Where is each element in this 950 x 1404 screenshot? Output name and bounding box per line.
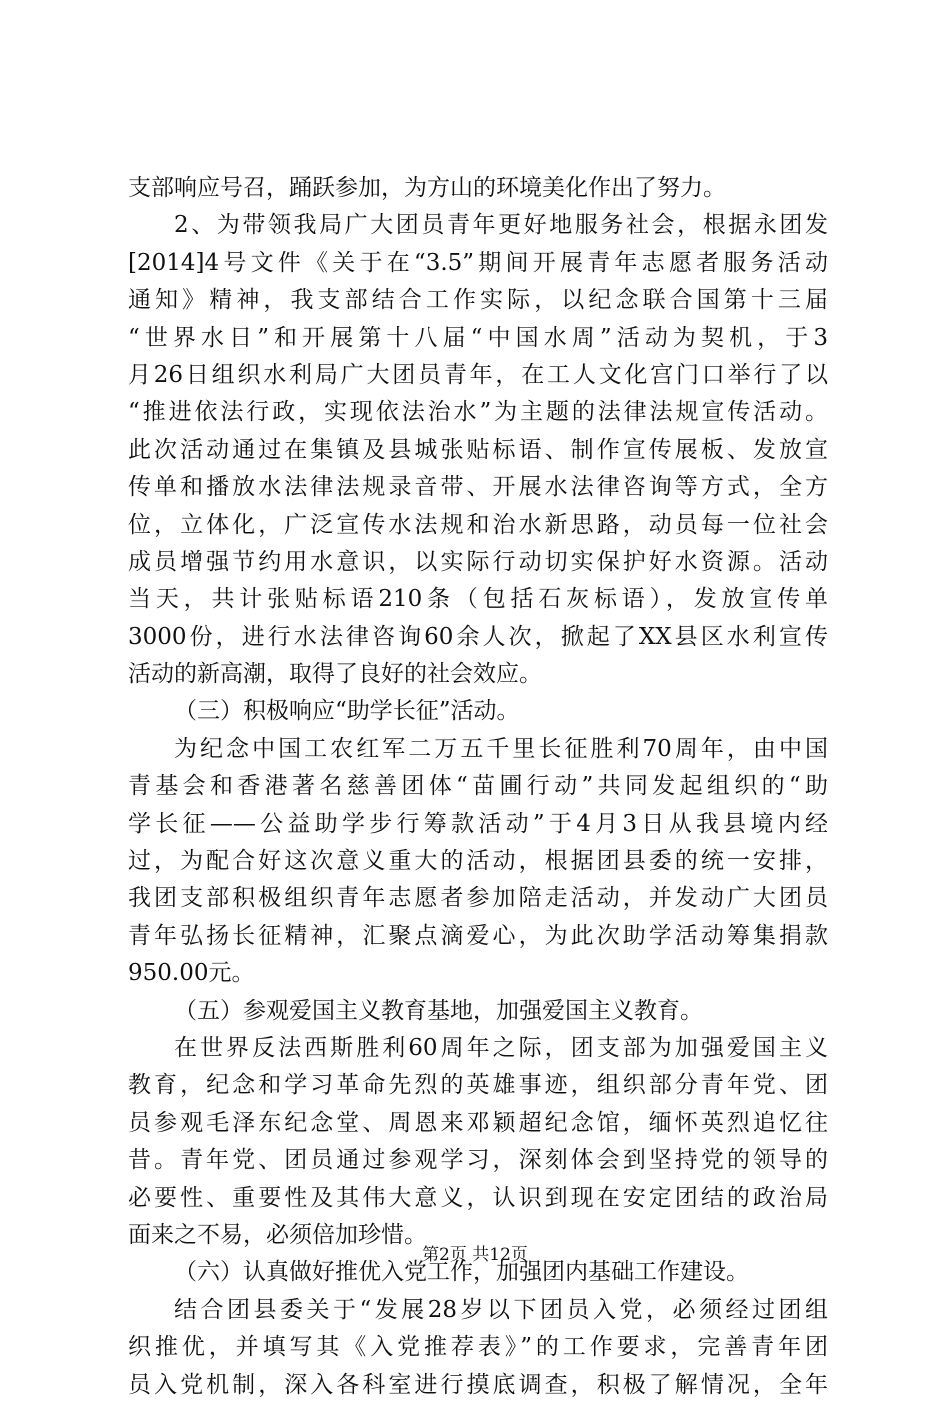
text-line: 支部响应号召，踊跃参加，为方山的环境美化作出了努力。 [128,175,726,201]
text-line: 3000份，进行水法律咨询60余人次，掀起了XX县区水利宣传 [128,623,828,650]
text-line: 此次活动通过在集镇及县城张贴标语、制作宣传展板、发放宣 [128,436,828,463]
text-line: 传单和播放水法律法规录音带、开展水法律咨询等方式，全方 [128,474,828,501]
text-line: 织推优，并填写其《入党推荐表》”的工作要求，完善青年团 [128,1334,828,1361]
text-line: “推进依法行政，实现依法治水”为主题的法律法规宣传活动。 [128,399,828,426]
text-line: 950.00元。 [128,960,255,987]
text-line: （三）积极响应“助学长征”活动。 [174,698,520,725]
text-line: 结合团县委关于“发展28岁以下团员入党，必须经过团组 [174,1296,828,1323]
text-line: 成员增强节约用水意识，以实际行动切实保护好水资源。活动 [128,548,828,575]
text-line: 通知》精神，我支部结合工作实际，以纪念联合国第十三届 [128,287,828,314]
text-line: 员参观毛泽东纪念堂、周恩来邓颖超纪念馆，缅怀英烈追忆往 [128,1109,828,1136]
text-line: 活动的新高潮，取得了良好的社会效应。 [128,661,542,688]
text-line: “世界水日”和开展第十八届“中国水周”活动为契机，于3 [128,324,828,351]
text-line: 2、为带领我局广大团员青年更好地服务社会，根据永团发 [174,212,828,239]
document-body [128,170,828,1404]
text-line: 当天，共计张贴标语210条（包括石灰标语），发放宣传单 [128,586,828,613]
text-line: 面来之不易，必须倍加珍惜。 [128,1221,427,1248]
text-line: 青年弘扬长征精神，汇聚点滴爱心，为此次助学活动筹集捐款 [128,922,828,949]
text-line: 昔。青年党、团员通过参观学习，深刻体会到坚持党的领导的 [128,1147,828,1174]
page-footer: 第2页 共12页 [422,1245,528,1265]
text-line: 月26日组织水利局广大团员青年，在工人文化宫门口举行了以 [128,361,828,388]
text-line: 必要性、重要性及其伟大意义，认识到现在安定团结的政治局 [128,1184,828,1211]
text-line: 过，为配合好这次意义重大的活动，根据团县委的统一安排， [128,848,828,875]
text-line: （五）参观爱国主义教育基地，加强爱国主义教育。 [174,997,703,1024]
text-line: 员入党机制，深入各科室进行摸底调查，积极了解情况，全年 [128,1371,828,1398]
text-line: 教育，纪念和学习革命先烈的英雄事迹，组织部分青年党、团 [128,1072,828,1099]
text-line: 我团支部积极组织青年志愿者参加陪走活动，并发动广大团员 [128,885,828,912]
text-line: （六）认真做好推优入党工作，加强团内基础工作建设。 [174,1259,749,1286]
text-line: 青基会和香港著名慈善团体“苗圃行动”共同发起组织的“助 [128,773,828,800]
text-line: 在世界反法西斯胜利60周年之际，团支部为加强爱国主义 [174,1034,828,1061]
text-line: 为纪念中国工农红军二万五千里长征胜利70周年，由中国 [174,735,828,762]
text-line: [2014]4号文件《关于在“3.5”期间开展青年志愿者服务活动 [128,249,828,276]
text-line: 学长征——公益助学步行筹款活动”于4月3日从我县境内经 [128,810,828,837]
text-line: 位，立体化，广泛宣传水法规和治水新思路，动员每一位社会 [128,511,828,538]
